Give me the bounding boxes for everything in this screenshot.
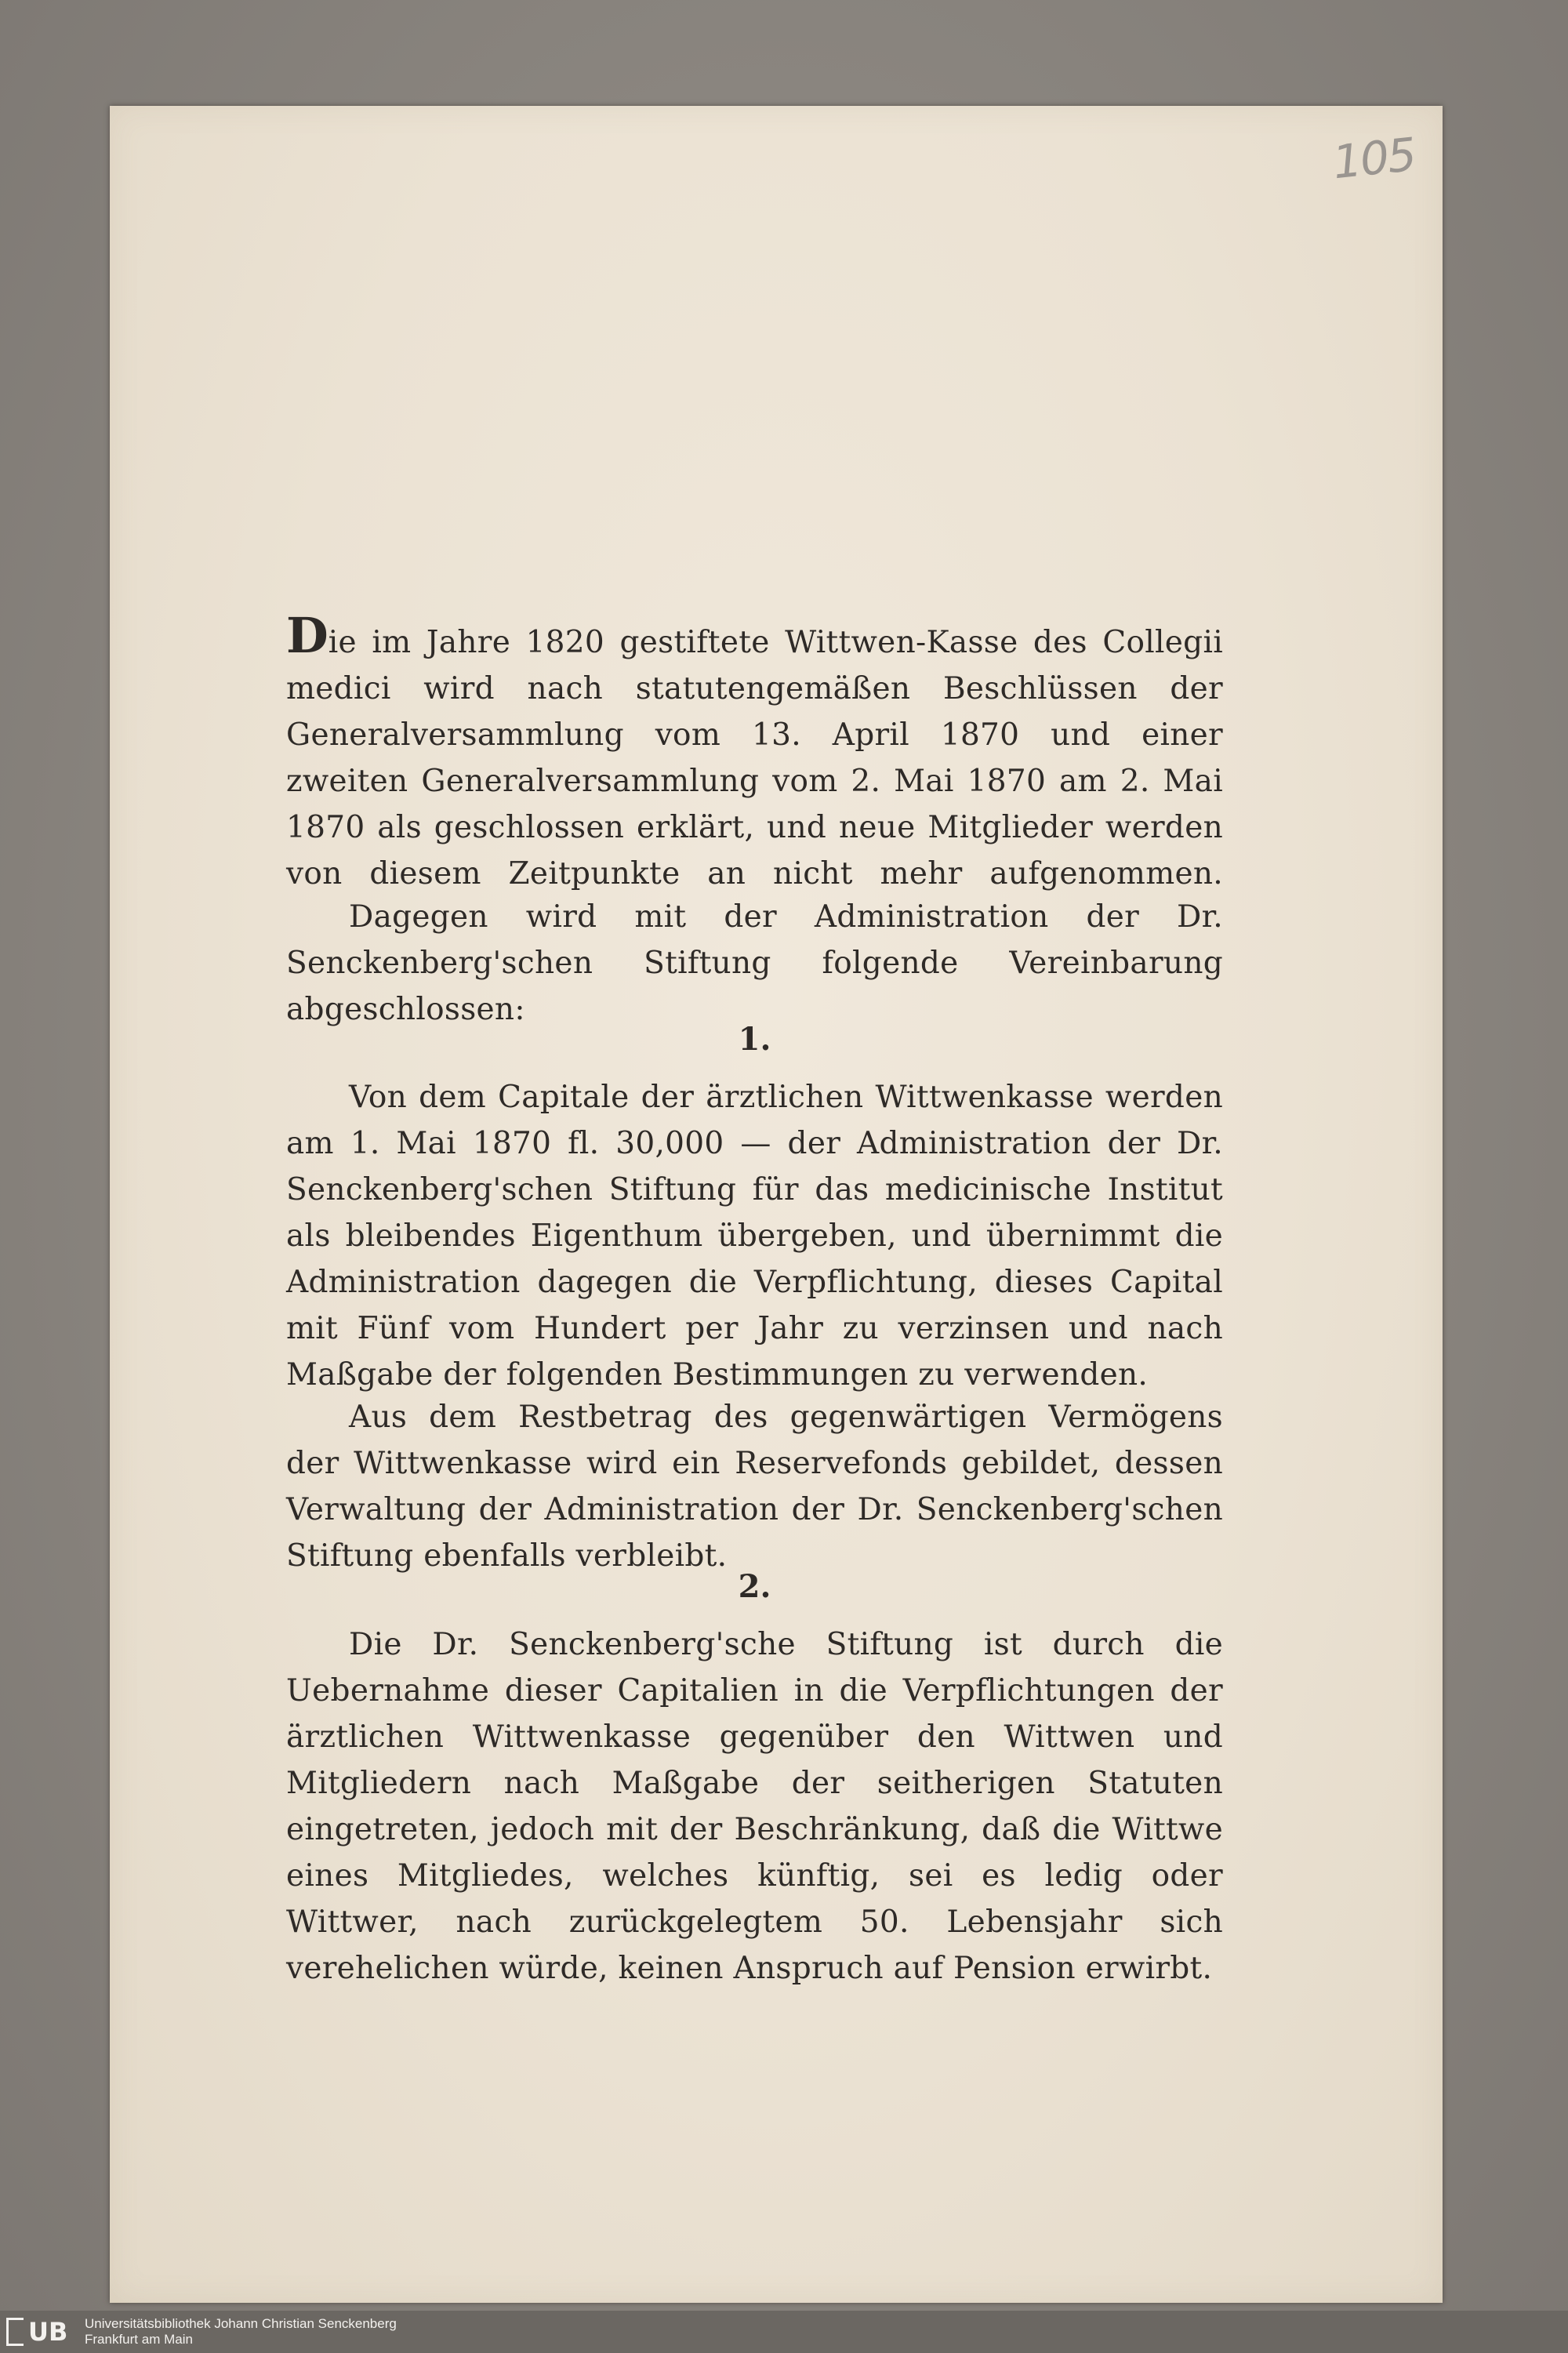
intro-paragraph-text: ie im Jahre 1820 gestiftete Wittwen-Kasse des Collegii medici wird nach statutengemäßen Beschlüssen der Generalversammlung vom 13. April 1870 und einer zweiten Generalversammlung vom 2. Mai 1870 am 2. Mai 1870 als geschlossen erklärt, und neue Mitglieder werden von diesem Zeitpunkte an nicht mehr aufgenommen.: [286, 625, 1223, 891]
section-1-number: 1.: [738, 1021, 771, 1058]
section-1-paragraph-1: Von dem Capitale der ärztlichen Wittwenkasse werden am 1. Mai 1870 fl. 30,000 — der Administration der Dr. Senckenberg'schen Stiftung für das medicinische Institut als bleibendes Eigenthum übergeben, und übernimmt die Administration dagegen die Verpflichtung, dieses Capital mit Fünf vom Hundert per Jahr zu verzinsen und nach Maßgabe der folgenden Bestimmungen zu verwenden.: [286, 1080, 1223, 1393]
ub-logo-text: UB: [28, 2317, 68, 2347]
section-2-paragraph-1-block: [286, 1621, 1223, 1992]
section-2-paragraph-1: Die Dr. Senckenberg'sche Stiftung ist durch die Uebernahme dieser Capitalien in die Verpflichtungen der ärztlichen Wittwenkasse gegenüber den Wittwen und Mitgliedern nach Maßgabe der seitherigen Statuten eingetreten, jedoch mit der Beschränkung, daß die Wittwe eines Mitgliedes, welches künftig, sei es ledig oder Wittwer, nach zurückgelegtem 50. Lebensjahr sich verehelichen würde, keinen Anspruch auf Pension erwirbt.: [286, 1627, 1223, 1986]
section-1-paragraph-2: Aus dem Restbetrag des gegenwärtigen Vermögens der Wittwenkasse wird ein Reservefonds gebildet, dessen Verwaltung der Administration der Dr. Senckenberg'schen Stiftung ebenfalls verbleibt.: [286, 1400, 1223, 1574]
footer-line-1: Universitätsbibliothek Johann Christian Senckenberg: [85, 2316, 397, 2331]
footer-line-2: Frankfurt am Main: [85, 2332, 193, 2347]
ub-logo-mark-icon: [6, 2318, 24, 2346]
section-1-paragraph-1-block: [286, 1074, 1223, 1398]
section-2-number: 2.: [738, 1568, 771, 1605]
intro-paragraph-2-block: [286, 894, 1223, 1033]
intro-paragraph-2: Dagegen wird mit der Administration der Dr. Senckenberg'schen Stiftung folgende Vereinbarung abgeschlossen:: [286, 899, 1223, 1027]
ub-logo: [6, 2314, 78, 2350]
document-text: [286, 607, 1223, 897]
drop-cap: D: [286, 607, 328, 664]
folio-number: 105: [1330, 127, 1417, 190]
footer-text: [85, 2316, 397, 2348]
library-footer: [0, 2311, 1568, 2353]
section-1-paragraph-2-block: [286, 1394, 1223, 1579]
intro-paragraph: [286, 607, 1223, 897]
